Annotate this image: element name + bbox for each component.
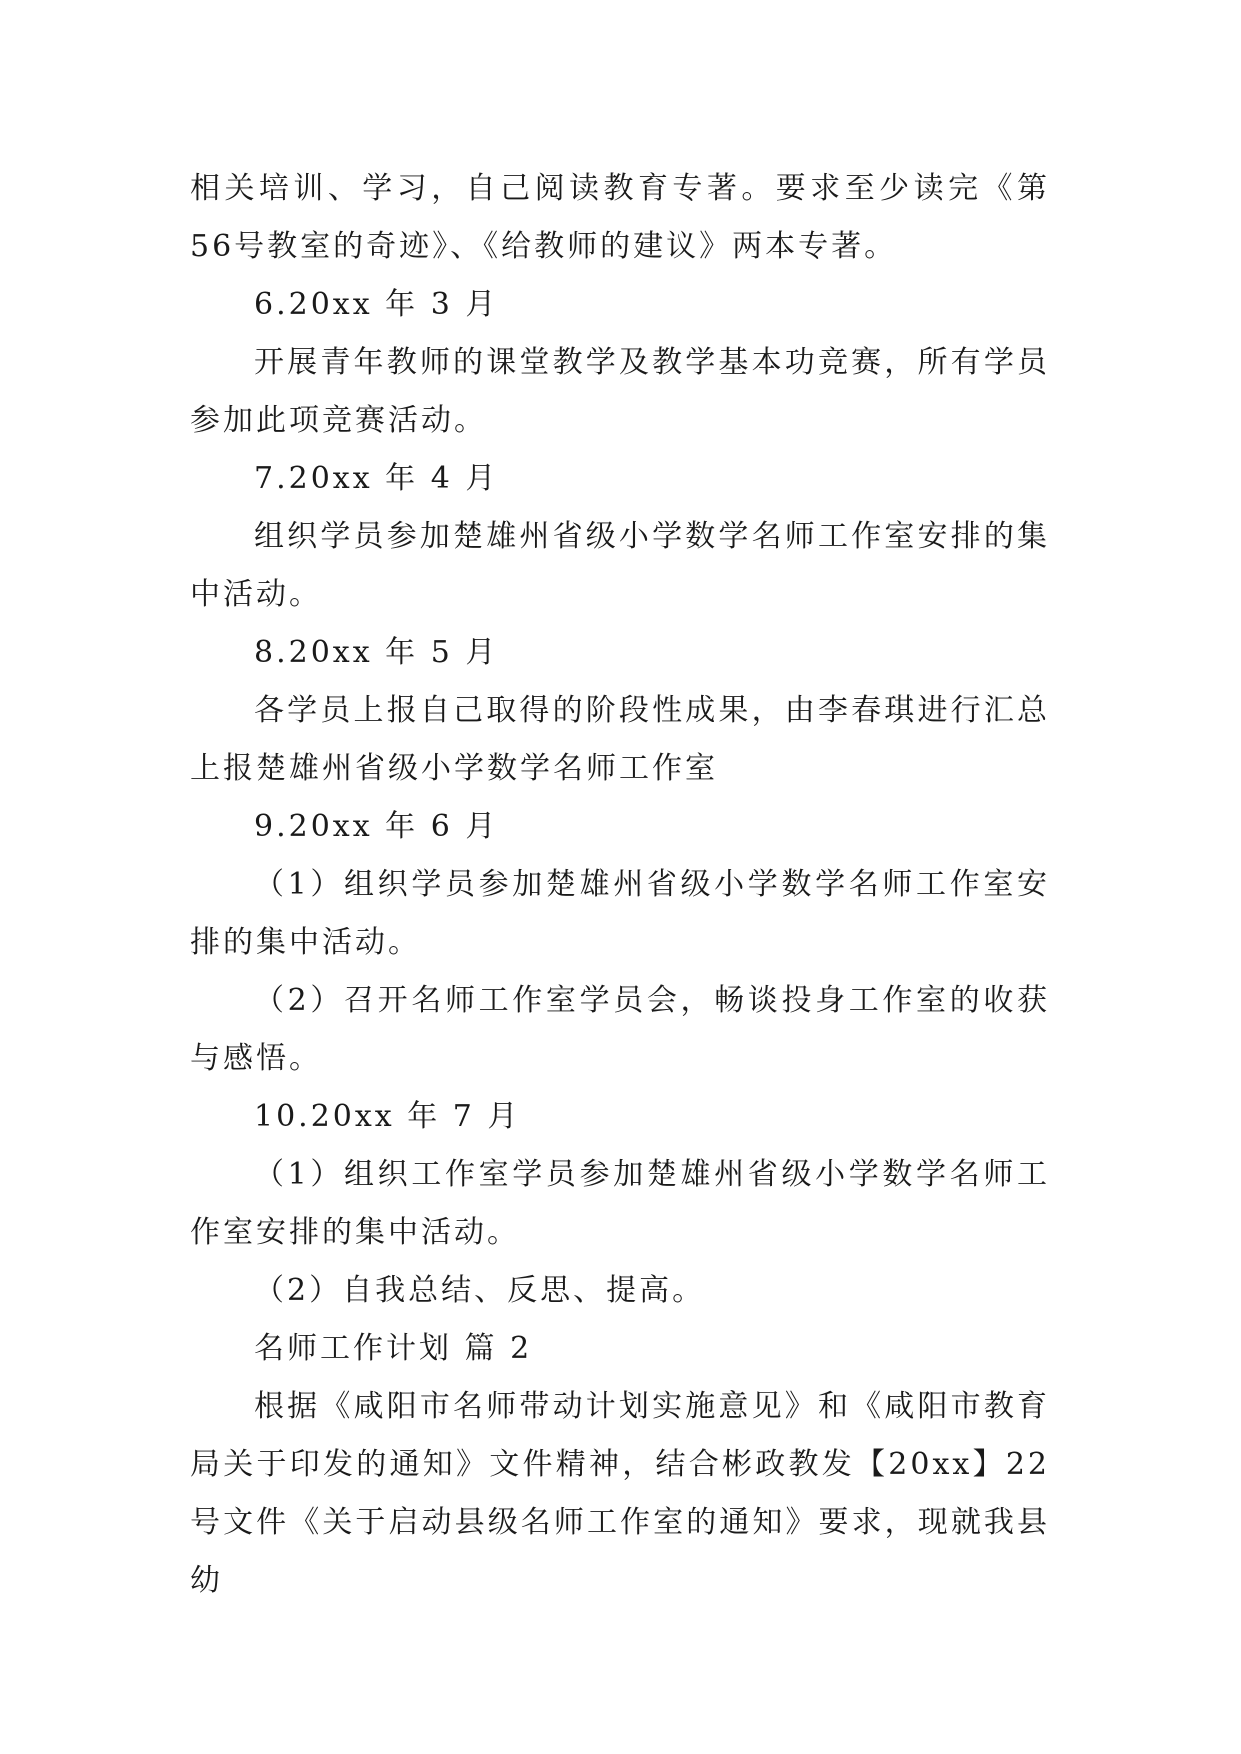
- paragraph-teaching-competition: 开展青年教师的课堂教学及教学基本功竞赛，所有学员参加此项竞赛活动。: [190, 345, 1050, 438]
- heading-item-9-june: 9.20xx 年 6 月: [254, 809, 499, 844]
- paragraph-june-activity-2: （2）召开名师工作室学员会，畅谈投身工作室的收获与感悟。: [190, 983, 1050, 1076]
- heading-item-6-march: 6.20xx 年 3 月: [254, 287, 499, 322]
- paragraph-plan-2-intro: 根据《咸阳市名师带动计划实施意见》和《咸阳市教育局关于印发的通知》文件精神，结合彬政教发【20xx】22号文件《关于启动县级名师工作室的通知》要求，现就我县幼: [190, 1389, 1050, 1598]
- heading-item-10-july: 10.20xx 年 7 月: [254, 1099, 521, 1134]
- paragraph-july-activity-1: （1）组织工作室学员参加楚雄州省级小学数学名师工作室安排的集中活动。: [190, 1157, 1050, 1250]
- paragraph-april-activity: 组织学员参加楚雄州省级小学数学名师工作室安排的集中活动。: [190, 519, 1050, 612]
- paragraph-july-activity-2: （2）自我总结、反思、提高。: [254, 1273, 706, 1308]
- heading-item-8-may: 8.20xx 年 5 月: [254, 635, 499, 670]
- document-body: [190, 160, 1050, 1610]
- paragraph-reading-requirement: 相关培训、学习，自己阅读教育专著。要求至少读完《第56号教室的奇迹》、《给教师的建议》两本专著。: [190, 171, 1050, 264]
- paragraph-may-report: 各学员上报自己取得的阶段性成果，由李春琪进行汇总上报楚雄州省级小学数学名师工作室: [190, 693, 1050, 786]
- heading-item-7-april: 7.20xx 年 4 月: [254, 461, 499, 496]
- section-heading-plan-2: 名师工作计划 篇 2: [254, 1331, 533, 1366]
- paragraph-june-activity-1: （1）组织学员参加楚雄州省级小学数学名师工作室安排的集中活动。: [190, 867, 1050, 960]
